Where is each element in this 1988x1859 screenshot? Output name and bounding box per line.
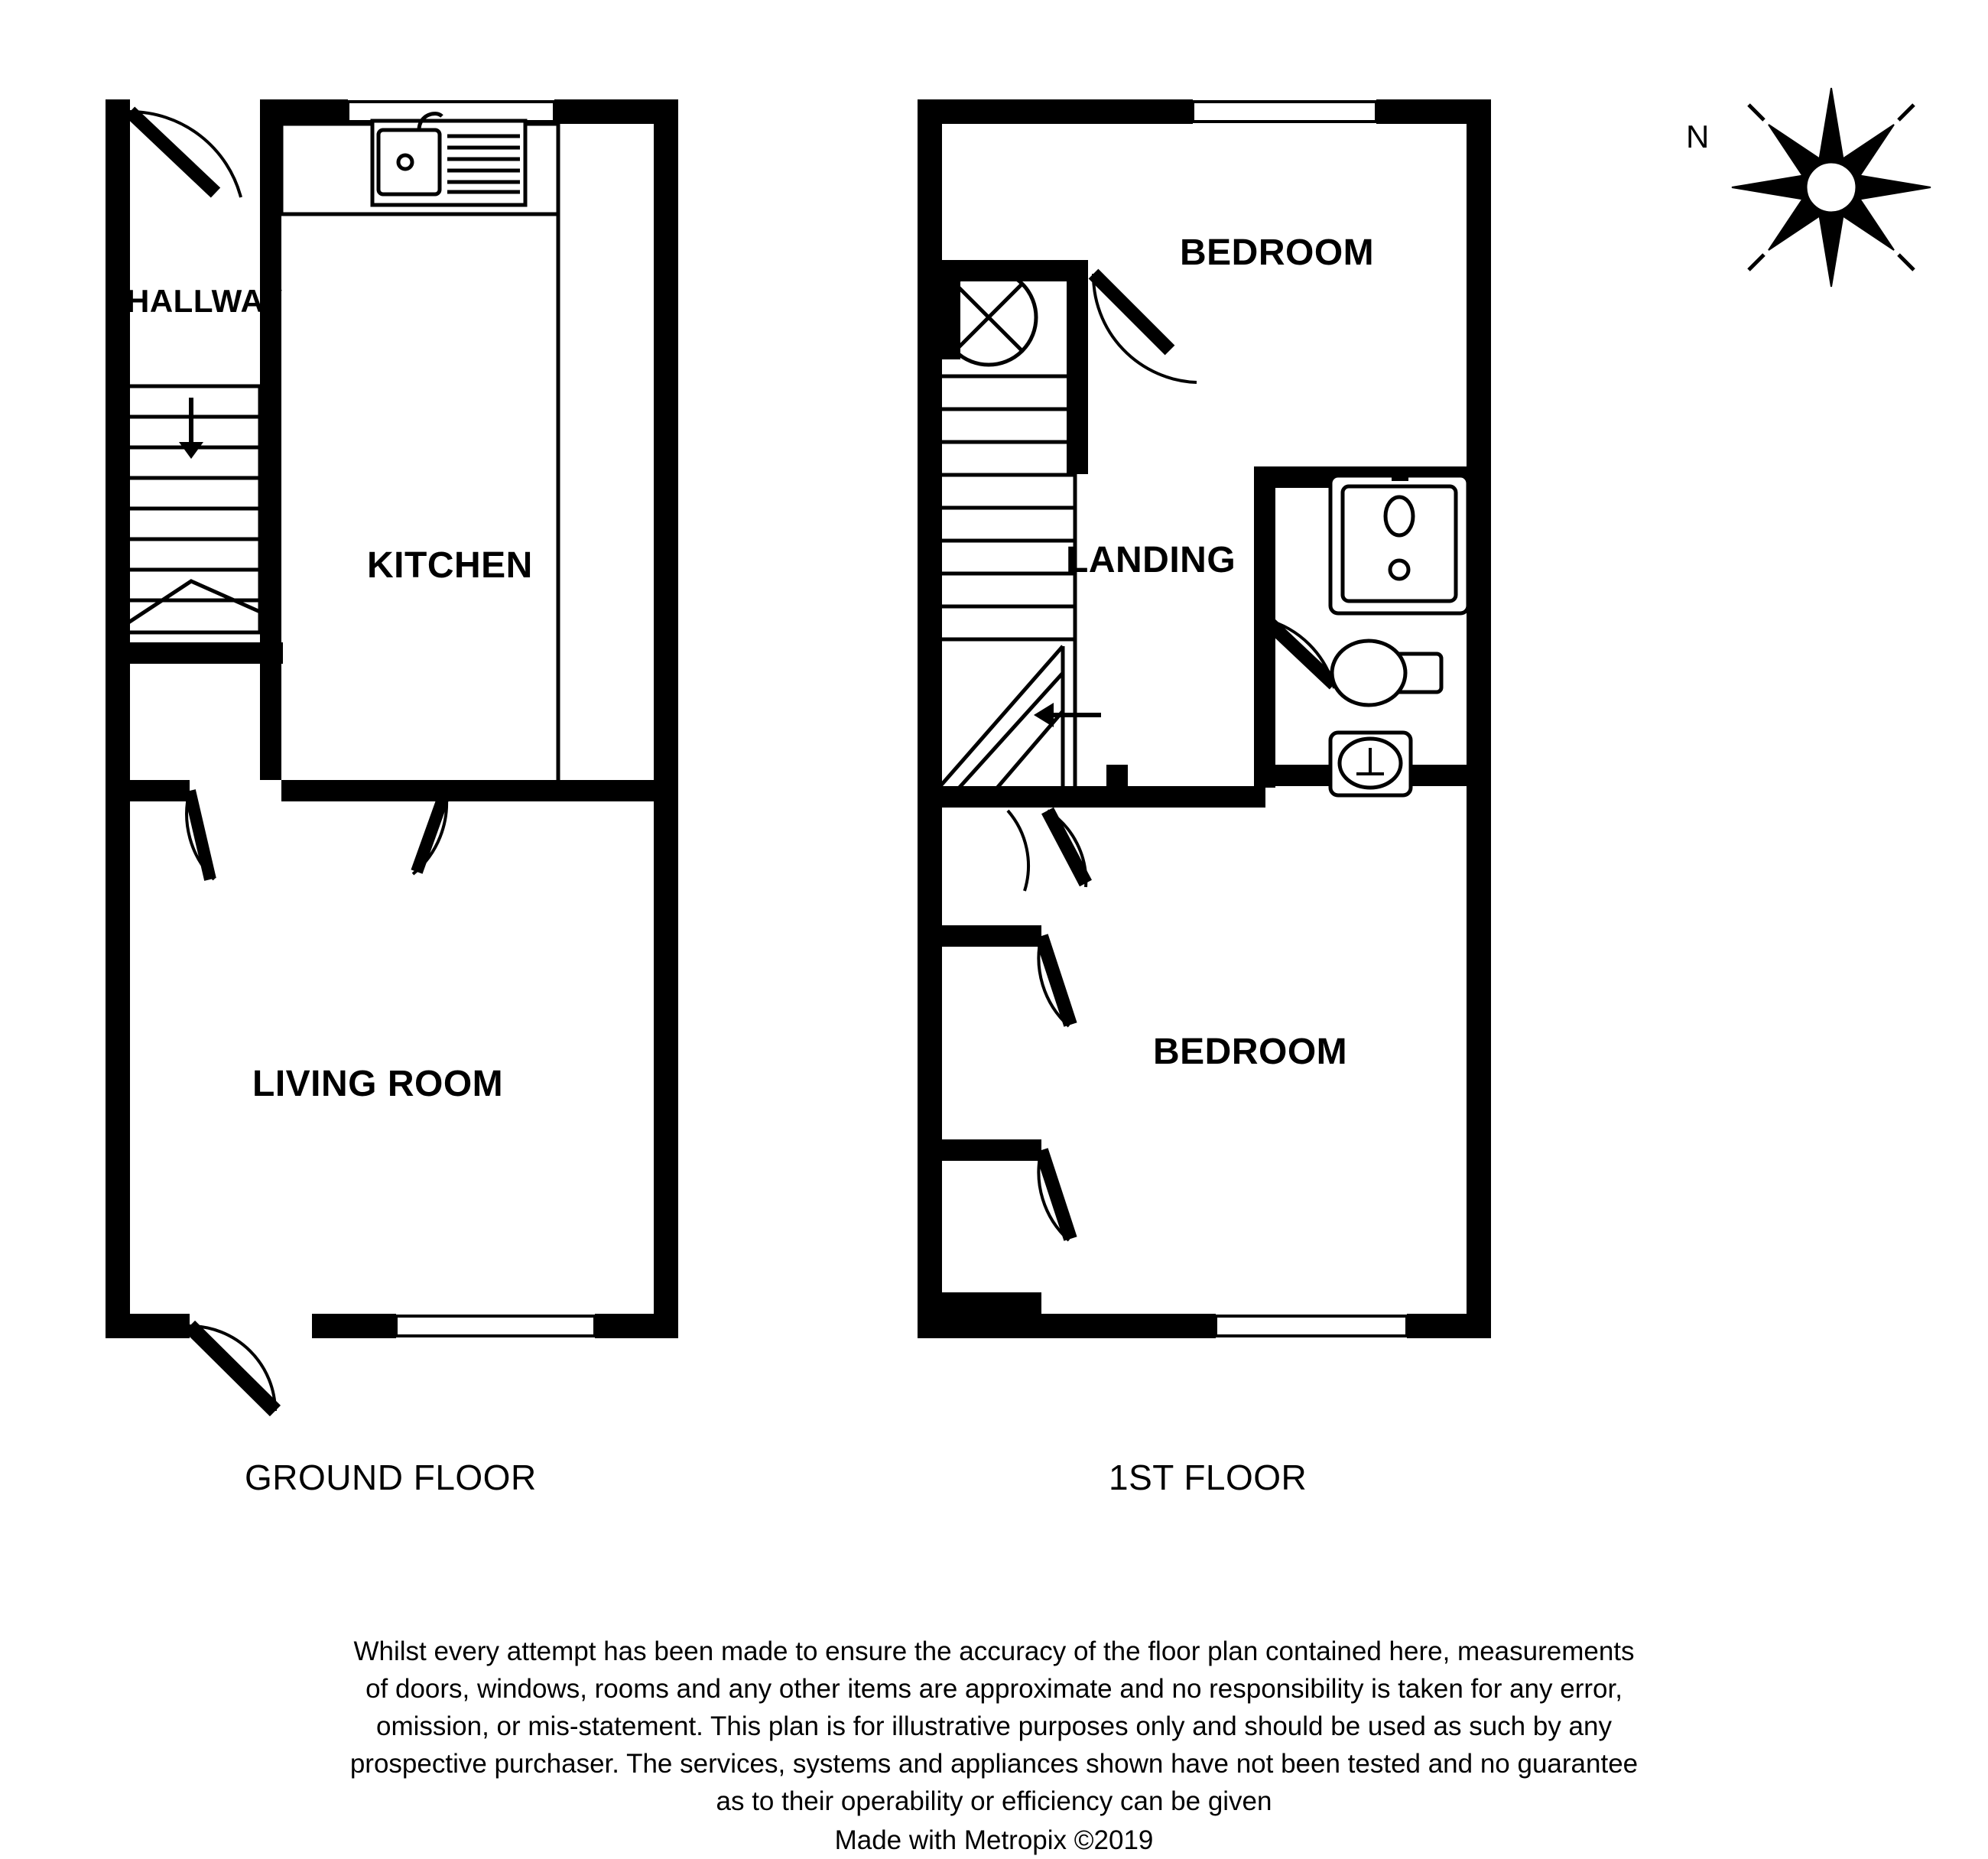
floor-title-first: 1ST FLOOR: [1109, 1458, 1307, 1497]
room-label-bedroom-1: BEDROOM: [1180, 232, 1375, 273]
disclaimer-line-2: of doors, windows, rooms and any other items are approximate and no responsibility is taken for any error,: [365, 1674, 1623, 1704]
room-label-living-room: LIVING ROOM: [252, 1064, 504, 1104]
room-label-bedroom-2: BEDROOM: [1153, 1032, 1348, 1072]
floor-title-ground: GROUND FLOOR: [245, 1458, 537, 1497]
first-floor-group: [918, 99, 1491, 1338]
room-label-kitchen: KITCHEN: [367, 545, 533, 586]
room-label-hallway: HALLWAY: [126, 283, 283, 319]
disclaimer-line-3: omission, or mis-statement. This plan is for illustrative purposes only and should be used as such by any: [376, 1711, 1612, 1741]
room-label-landing: LANDING: [1066, 540, 1236, 580]
disclaimer-line-5: as to their operability or efficiency can be given: [716, 1786, 1272, 1816]
compass-north-label: N: [1686, 119, 1710, 154]
metropix-credit: Made with Metropix ©2019: [834, 1825, 1154, 1855]
compass-rose-graphic: [1732, 88, 1931, 287]
disclaimer-line-1: Whilst every attempt has been made to ensure the accuracy of the floor plan contained here, measurements: [353, 1636, 1635, 1666]
disclaimer-block: [0, 1633, 1988, 1859]
disclaimer-line-4: prospective purchaser. The services, systems and appliances shown have not been tested and no guarantee: [349, 1749, 1639, 1779]
